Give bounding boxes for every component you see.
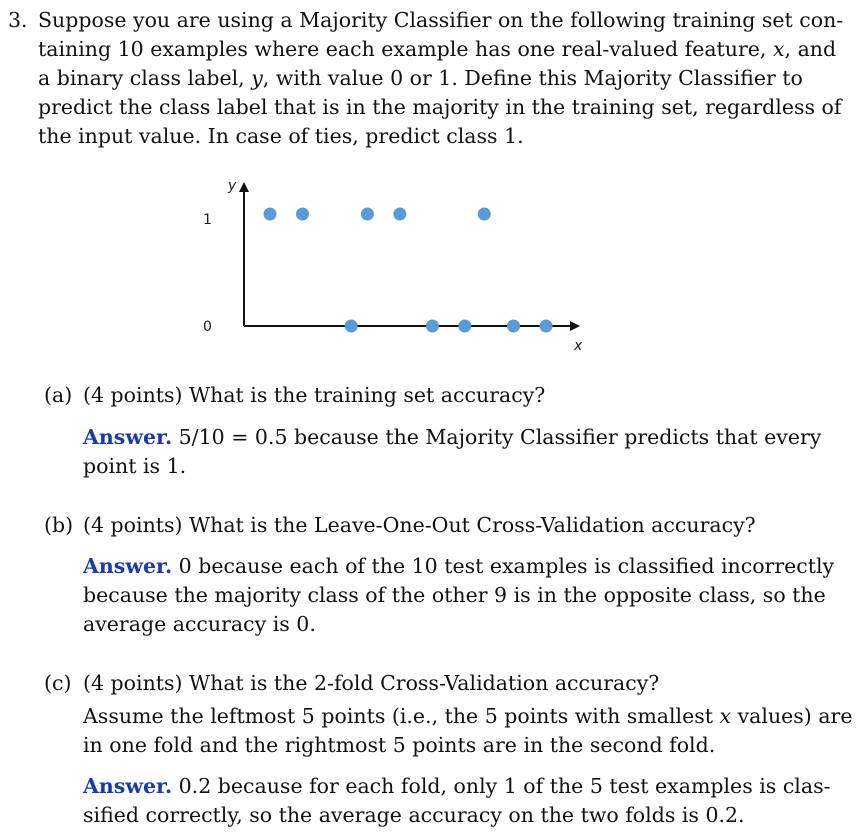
- part-c-extra-line-2: in one fold and the rightmost 5 points are in the second fold.: [83, 733, 716, 757]
- y-tick-label-1: 1: [203, 212, 212, 228]
- data-point-1: [264, 208, 277, 221]
- question-line-3: a binary class label, y, with value 0 or 1. Define this Majority Classifier to: [38, 66, 803, 90]
- y-axis-label: y: [228, 178, 237, 194]
- question-line-4: predict the class label that is in the majority in the training set, regardless of: [38, 95, 842, 119]
- question-line-2: taining 10 examples where each example has one real-valued feature, x, and: [38, 37, 837, 61]
- y-axis-arrow: [239, 182, 249, 192]
- part-b-answer-line-1: Answer. 0 because each of the 10 test examples is classified incorrectly: [83, 554, 835, 578]
- data-point-10: [540, 320, 553, 333]
- data-point-2: [296, 208, 309, 221]
- data-point-6: [426, 320, 439, 333]
- part-b-label: (b): [44, 513, 74, 537]
- data-point-9: [507, 320, 520, 333]
- y-tick-label-0: 0: [203, 319, 212, 335]
- answer-label: Answer.: [83, 425, 173, 449]
- part-b-question: (4 points) What is the Leave-One-Out Cross-Validation accuracy?: [83, 513, 756, 537]
- part-c-extra-line-1: Assume the leftmost 5 points (i.e., the 5 points with smallest x values) are: [83, 704, 853, 728]
- part-a-label: (a): [44, 383, 73, 407]
- part-a-answer-line-2: point is 1.: [83, 454, 187, 478]
- answer-label: Answer.: [83, 774, 173, 798]
- answer-label: Answer.: [83, 554, 173, 578]
- part-c-answer-line-2: sified correctly, so the average accuracy on the two folds is 0.2.: [83, 803, 745, 827]
- data-point-8: [478, 208, 491, 221]
- part-a-answer-line-1: Answer. 5/10 = 0.5 because the Majority Classifier predicts that every: [83, 425, 822, 449]
- data-point-7: [458, 320, 471, 333]
- data-points: [264, 208, 553, 333]
- data-point-3: [345, 320, 358, 333]
- part-b-answer-line-3: average accuracy is 0.: [83, 612, 316, 636]
- x-axis-label: x: [574, 338, 583, 354]
- question-line-1: Suppose you are using a Majority Classifier on the following training set con-: [38, 8, 844, 32]
- part-a-question: (4 points) What is the training set accuracy?: [83, 383, 546, 407]
- data-point-4: [361, 208, 374, 221]
- x-axis-arrow: [570, 321, 580, 331]
- part-c-question: (4 points) What is the 2-fold Cross-Validation accuracy?: [83, 671, 660, 695]
- data-point-5: [393, 208, 406, 221]
- part-b-answer-line-2: because the majority class of the other 9 is in the opposite class, so the: [83, 583, 826, 607]
- question-number: 3.: [8, 8, 28, 32]
- scatter-plot: [0, 0, 865, 380]
- question-line-5: the input value. In case of ties, predict class 1.: [38, 124, 524, 148]
- part-c-answer-line-1: Answer. 0.2 because for each fold, only 1 of the 5 test examples is clas-: [83, 774, 831, 798]
- part-c-label: (c): [44, 671, 72, 695]
